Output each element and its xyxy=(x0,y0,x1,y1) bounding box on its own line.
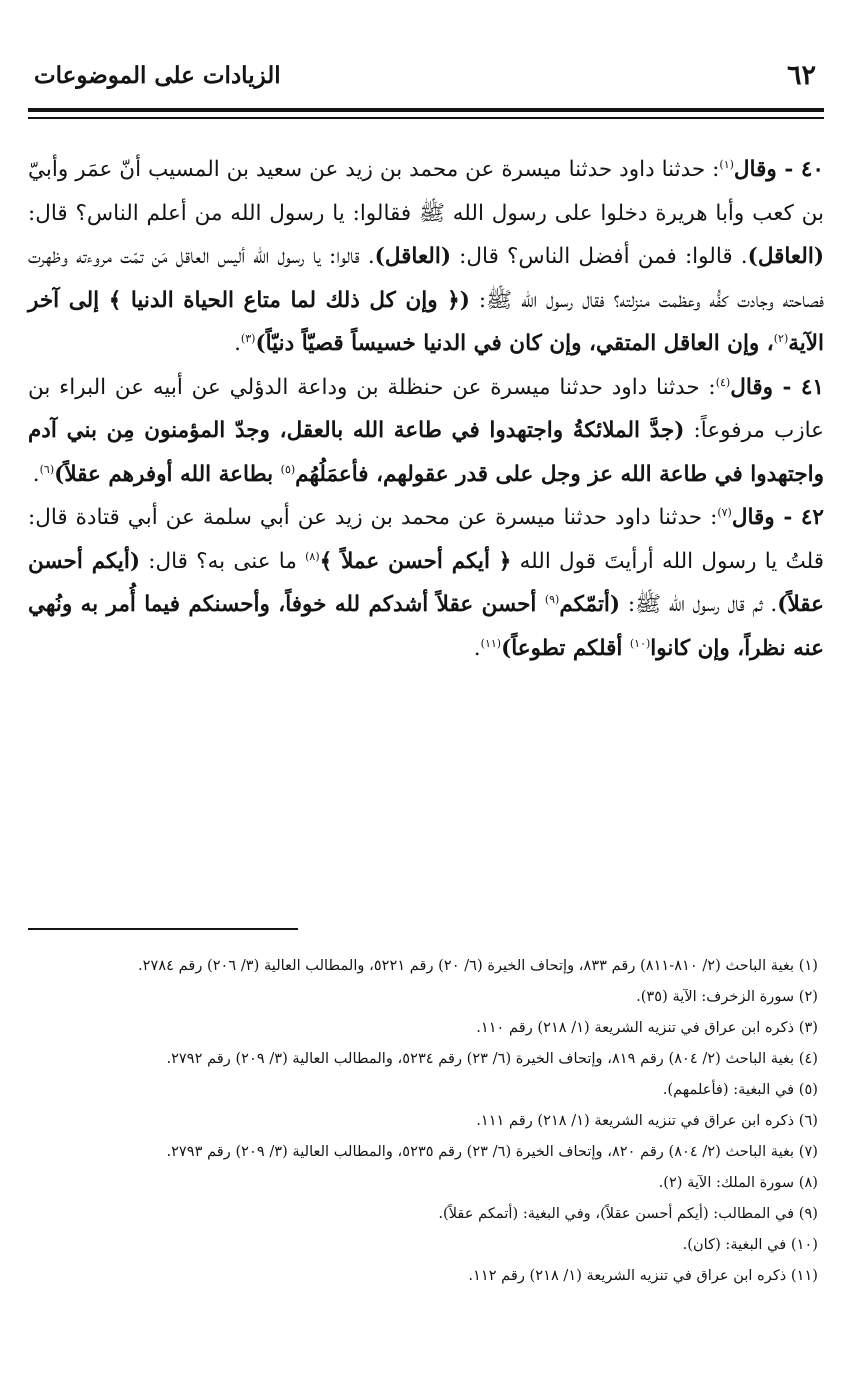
entry-end: . xyxy=(473,635,481,661)
header-rule-thin xyxy=(28,117,824,119)
hadith-entry-42 xyxy=(28,496,824,670)
footnote-11: (١١) ذكره ابن عراق في تنزيه الشريعة (١/ ٢١٨) رقم ١١٢. xyxy=(468,1267,818,1284)
entry-quote: (العاقل) xyxy=(747,244,824,269)
footnote-2: (٢) سورة الزخرف: الآية (٣٥). xyxy=(636,988,818,1005)
footnote-1: (١) بغية الباحث (٢/ ٨١٠-٨١١) رقم ٨٣٣، وإتحاف الخيرة (٦/ ٢٠) رقم ٥٢٢١، والمطالب العالية (٣/ ٢٠٦) رقم ٢٧٨٤. xyxy=(138,957,818,974)
entry-quote: (العاقل) xyxy=(374,244,452,269)
footnote-7: (٧) بغية الباحث (٢/ ٨٠٤) رقم ٨٢٠، وإتحاف الخيرة (٦/ ٢٣) رقم ٥٢٣٥، والمطالب العالية (٣/ ٢٠٩) رقم ٢٧٩٣. xyxy=(166,1143,818,1160)
footnote-ref[interactable]: (١١) xyxy=(480,636,502,650)
entry-quote: أقلكم تطوعاً) xyxy=(501,635,630,661)
footnote-ref[interactable]: (٣) xyxy=(240,331,256,345)
footnote-ref[interactable]: (٩) xyxy=(544,592,560,606)
entry-number: ٤٠ - xyxy=(776,157,824,182)
entry-qala: وقال xyxy=(730,374,774,400)
entry-text: . قالوا: يا رسول الله أليس العاقل مَن تمّت مروءته وظهرت فصاحته وجادت كفُّه وعظمت منزلته؟ فقال رسول الله ﷺ: xyxy=(28,244,824,313)
entry-quote: (أيكم أحسن عقلاً) xyxy=(28,548,824,617)
entry-quote: (﴿ وإن كل ذلك لما متاع الحياة الدنيا ﴾ إلى آخر الآية xyxy=(28,287,824,356)
entry-text: : حدثنا داود حدثنا ميسرة عن محمد بن زيد عن أبي سلمة عن أبي قتادة قال: قلتُ يا رسول الله أرأيتَ قول الله xyxy=(28,505,824,574)
hadith-entry-41 xyxy=(28,366,824,497)
footnote-ref[interactable]: (١) xyxy=(719,157,734,171)
footnote-ref[interactable]: (١٠) xyxy=(629,636,651,650)
footnote-10: (١٠) في البغية: (كان). xyxy=(682,1236,818,1253)
footnote-3: (٣) ذكره ابن عراق في تنزيه الشريعة (١/ ٢١٨) رقم ١١٠. xyxy=(476,1019,818,1036)
footnote-9: (٩) في المطالب: (أيكم أحسن عقلاً)، وفي البغية: (أتمكم عقلاً). xyxy=(438,1205,818,1222)
entry-text: : حدثنا داود حدثنا ميسرة عن حنظلة بن وداعة الدؤلي عن أبيه عن البراء بن عازب مرفوعاً: xyxy=(28,374,824,443)
entry-end: . xyxy=(32,461,40,487)
footnote-ref[interactable]: (٦) xyxy=(39,462,55,476)
entry-quote: أحسن عقلاً أشدكم لله خوفاً، وأحسنكم فيما أُمر به ونُهي عنه نظراً، وإن كانوا xyxy=(28,592,824,661)
entry-number: ٤٢ - xyxy=(774,505,824,530)
footnote-8: (٨) سورة الملك: الآية (٢). xyxy=(658,1174,818,1191)
entry-quote: (أتمّكم xyxy=(559,592,621,617)
footnote-4: (٤) بغية الباحث (٢/ ٨٠٤) رقم ٨١٩، وإتحاف الخيرة (٦/ ٢٣) رقم ٥٢٣٤، والمطالب العالية (٣/ ٢٠٩) رقم ٢٧٩٢. xyxy=(166,1050,818,1067)
main-text xyxy=(28,148,824,670)
footnotes xyxy=(28,950,818,1291)
footnote-ref[interactable]: (٢) xyxy=(773,331,789,345)
footnote-ref[interactable]: (٤) xyxy=(715,375,731,389)
footnote-ref[interactable]: (٧) xyxy=(717,505,732,519)
entry-text: . ثم قال رسول الله ﷺ: xyxy=(620,592,778,617)
entry-text: : حدثنا داود حدثنا ميسرة عن محمد بن زيد عن سعيد بن المسيب أنّ عمَر وأبيّ بن كعب وأبا هريرة دخلوا على رسول الله ﷺ فقالوا: يا رسول الله من أعلم الناس؟ قال: xyxy=(28,157,824,226)
entry-end: . xyxy=(234,331,241,356)
entry-quote: بطاعة الله أوفرهم عقلاً) xyxy=(54,461,281,487)
footnote-6: (٦) ذكره ابن عراق في تنزيه الشريعة (١/ ٢١٨) رقم ١١١. xyxy=(476,1112,818,1129)
footnote-separator xyxy=(28,928,298,930)
entry-quote: ، وإن العاقل المتقي، وإن كان في الدنيا خسيساً قصيّاً دنيّاً) xyxy=(255,331,774,356)
entry-text: ما عنى به؟ قال: xyxy=(140,548,306,574)
running-title: الزيادات على الموضوعات xyxy=(34,62,281,89)
footnote-ref[interactable]: (٨) xyxy=(305,549,320,563)
entry-quote: ﴿ أيكم أحسن عملاً ﴾ xyxy=(319,548,512,574)
entry-number: ٤١ - xyxy=(773,374,824,400)
page-number: ٦٢ xyxy=(786,60,816,91)
footnote-ref[interactable]: (٥) xyxy=(280,462,296,476)
entry-text: . قالوا: فمن أفضل الناس؟ قال: xyxy=(451,244,748,269)
hadith-entry-40 xyxy=(28,148,824,366)
book-page xyxy=(26,0,824,1383)
page-header xyxy=(26,52,824,102)
footnote-5: (٥) في البغية: (فأعلمهم). xyxy=(662,1081,818,1098)
entry-qala: وقال xyxy=(731,505,775,530)
entry-quote: (جدَّ الملائكةُ واجتهدوا في طاعة الله بالعقل، وجدّ المؤمنون مِن بني آدم واجتهدوا في طاعة الله عز وجل على قدر عقولهم، فأعمَلُهُم xyxy=(28,418,824,487)
header-rule-thick xyxy=(28,108,824,112)
entry-qala: وقال xyxy=(733,157,777,182)
